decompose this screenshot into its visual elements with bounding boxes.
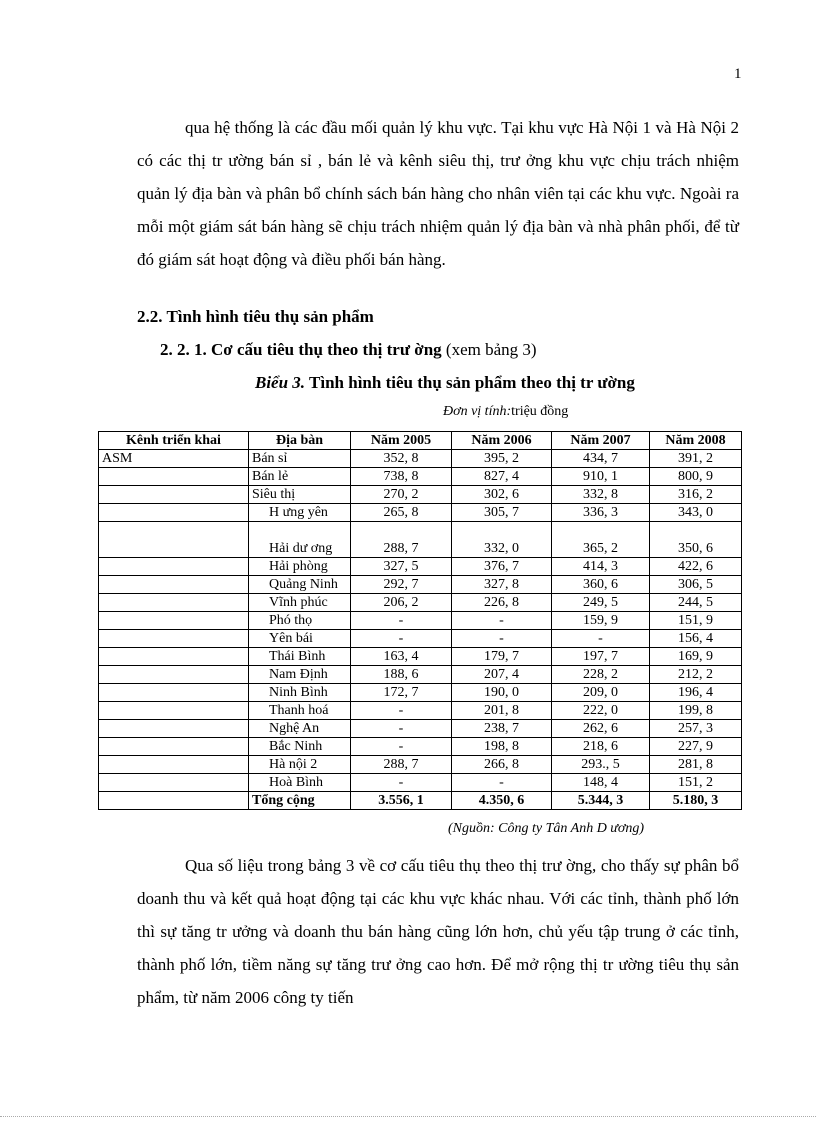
cell-area: Vĩnh phúc <box>249 594 351 612</box>
cell-2006: 827, 4 <box>452 468 552 486</box>
cell-2005: 206, 2 <box>351 594 452 612</box>
cell-channel: ASM <box>99 450 249 468</box>
cell-channel <box>99 720 249 738</box>
page-divider <box>0 1116 816 1117</box>
cell-channel <box>99 774 249 792</box>
cell-channel <box>99 504 249 522</box>
cell-channel <box>99 684 249 702</box>
cell-2008: 244, 5 <box>650 594 742 612</box>
cell-2008: 391, 2 <box>650 450 742 468</box>
cell-2008: 257, 3 <box>650 720 742 738</box>
section-heading-2-2: 2.2. Tình hình tiêu thụ sản phẩm <box>137 307 374 326</box>
cell-2007: 197, 7 <box>552 648 650 666</box>
cell-2006: 201, 8 <box>452 702 552 720</box>
cell-2008: 196, 4 <box>650 684 742 702</box>
cell-2006: 4.350, 6 <box>452 792 552 810</box>
table-row <box>99 630 742 648</box>
cell-2005: 292, 7 <box>351 576 452 594</box>
cell-2005: 327, 5 <box>351 558 452 576</box>
cell-area: Nghệ An <box>249 720 351 738</box>
paragraph-analysis: Qua số liệu trong bảng 3 về cơ cấu tiêu thụ theo thị trư ờng, cho thấy sự phân bổ doanh thu và kết quả hoạt động tại các khu vực khác nhau. Với các tỉnh, thành phố lớn thì sự tăng tr ưởng và doanh thu bán hàng cũng lớn hơn, chủ yếu tập trung ở các tỉnh, thành phố lớn, tiềm năng sự tăng trư ởng cao hơn. Để mở rộng thị tr ường tiêu thụ sản phẩm, từ năm 2006 công ty tiến <box>137 856 739 1007</box>
cell-2006: 266, 8 <box>452 756 552 774</box>
cell-channel <box>99 756 249 774</box>
cell-channel <box>99 648 249 666</box>
cell-channel <box>99 666 249 684</box>
cell-2006: - <box>452 612 552 630</box>
cell-2008: 281, 8 <box>650 756 742 774</box>
section-heading-2-2-1 <box>160 340 537 360</box>
cell-2007: 414, 3 <box>552 558 650 576</box>
cell-2007: 5.344, 3 <box>552 792 650 810</box>
cell-2006: - <box>452 630 552 648</box>
cell-area: Hà nội 2 <box>249 756 351 774</box>
header-2008: Năm 2008 <box>650 432 742 450</box>
table-total-row <box>99 792 742 810</box>
table-row <box>99 504 742 522</box>
table-row <box>99 738 742 756</box>
page-number: 1 <box>734 66 742 82</box>
cell-2005: 163, 4 <box>351 648 452 666</box>
cell-area: Thái Bình <box>249 648 351 666</box>
cell-area: Bắc Ninh <box>249 738 351 756</box>
cell-2007: 365, 2 <box>552 522 650 558</box>
cell-2008: 350, 6 <box>650 522 742 558</box>
section-heading-2-2-1-title: 2. 2. 1. Cơ cấu tiêu thụ theo thị trư ờng <box>160 340 442 359</box>
cell-area: Ninh Bình <box>249 684 351 702</box>
table-row <box>99 558 742 576</box>
table-row <box>99 594 742 612</box>
cell-area: Bán lẻ <box>249 468 351 486</box>
cell-area: Bán sỉ <box>249 450 351 468</box>
unit-value: triệu đồng <box>511 404 569 419</box>
table-row <box>99 774 742 792</box>
cell-2006: 179, 7 <box>452 648 552 666</box>
table-caption <box>255 373 635 393</box>
cell-2005: 288, 7 <box>351 522 452 558</box>
cell-2007: 222, 0 <box>552 702 650 720</box>
cell-channel <box>99 738 249 756</box>
cell-channel <box>99 594 249 612</box>
cell-2008: 306, 5 <box>650 576 742 594</box>
cell-2005: - <box>351 720 452 738</box>
cell-2008: 199, 8 <box>650 702 742 720</box>
cell-2008: 800, 9 <box>650 468 742 486</box>
cell-2008: 212, 2 <box>650 666 742 684</box>
table-body <box>99 450 742 810</box>
table-caption-label: Biểu 3. <box>255 373 306 392</box>
table-row <box>99 486 742 504</box>
cell-2008: 227, 9 <box>650 738 742 756</box>
cell-2005: 188, 6 <box>351 666 452 684</box>
cell-2005: - <box>351 738 452 756</box>
source-note: (Nguồn: Công ty Tân Anh D ương) <box>448 821 645 836</box>
cell-2008: 343, 0 <box>650 504 742 522</box>
table-row <box>99 720 742 738</box>
cell-2007: 332, 8 <box>552 486 650 504</box>
header-2006: Năm 2006 <box>452 432 552 450</box>
table-row <box>99 576 742 594</box>
cell-2005: 265, 8 <box>351 504 452 522</box>
cell-2008: 316, 2 <box>650 486 742 504</box>
cell-2006: 305, 7 <box>452 504 552 522</box>
cell-area: Phó thọ <box>249 612 351 630</box>
cell-2007: 218, 6 <box>552 738 650 756</box>
cell-area: Nam Định <box>249 666 351 684</box>
cell-2006: 207, 4 <box>452 666 552 684</box>
cell-2007: 228, 2 <box>552 666 650 684</box>
table-row <box>99 648 742 666</box>
cell-2006: 395, 2 <box>452 450 552 468</box>
sales-by-market-table <box>98 431 742 810</box>
table-row <box>99 468 742 486</box>
cell-area: Siêu thị <box>249 486 351 504</box>
cell-channel <box>99 486 249 504</box>
cell-channel <box>99 576 249 594</box>
cell-2006: 332, 0 <box>452 522 552 558</box>
cell-2006: 238, 7 <box>452 720 552 738</box>
cell-2007: 209, 0 <box>552 684 650 702</box>
cell-2007: 148, 4 <box>552 774 650 792</box>
cell-channel <box>99 702 249 720</box>
cell-2008: 422, 6 <box>650 558 742 576</box>
cell-2005: - <box>351 630 452 648</box>
cell-channel <box>99 468 249 486</box>
table-row <box>99 522 742 558</box>
table-header-row <box>99 432 742 450</box>
cell-area: Hải phòng <box>249 558 351 576</box>
cell-2008: 151, 9 <box>650 612 742 630</box>
cell-2007: 159, 9 <box>552 612 650 630</box>
header-area: Địa bàn <box>249 432 351 450</box>
cell-channel <box>99 522 249 558</box>
cell-2006: 190, 0 <box>452 684 552 702</box>
cell-2005: 288, 7 <box>351 756 452 774</box>
cell-2005: 352, 8 <box>351 450 452 468</box>
cell-2007: 910, 1 <box>552 468 650 486</box>
cell-area: Hải dư ơng <box>249 522 351 558</box>
cell-channel <box>99 630 249 648</box>
cell-2005: 270, 2 <box>351 486 452 504</box>
cell-2006: 376, 7 <box>452 558 552 576</box>
cell-2007: 336, 3 <box>552 504 650 522</box>
cell-2007: 262, 6 <box>552 720 650 738</box>
cell-channel <box>99 612 249 630</box>
cell-2008: 5.180, 3 <box>650 792 742 810</box>
paragraph-intro: qua hệ thống là các đầu mối quản lý khu vực. Tại khu vực Hà Nội 1 và Hà Nội 2 có các thị tr ường bán sỉ , bán lẻ và kênh siêu thị, trư ởng khu vực chịu trách nhiệm quản lý địa bàn và phân bổ chính sách bán hàng cho nhân viên tại các khu vực. Ngoài ra mỗi một giám sát bán hàng sẽ chịu trách nhiệm quản lý địa bàn và nhà phân phối, để từ đó giám sát hoạt động và điều phối bán hàng. <box>137 118 739 269</box>
cell-area: H ưng yên <box>249 504 351 522</box>
table-row <box>99 666 742 684</box>
cell-2008: 156, 4 <box>650 630 742 648</box>
header-channel: Kênh triển khai <box>99 432 249 450</box>
table-row <box>99 702 742 720</box>
table-caption-text: Tình hình tiêu thụ sản phẩm theo thị tr ường <box>309 373 635 392</box>
cell-2006: 226, 8 <box>452 594 552 612</box>
unit-label: Đơn vị tính: <box>443 404 512 419</box>
table-row <box>99 684 742 702</box>
cell-2006: - <box>452 774 552 792</box>
cell-2007: 434, 7 <box>552 450 650 468</box>
cell-channel <box>99 792 249 810</box>
cell-2005: - <box>351 774 452 792</box>
cell-area: Thanh hoá <box>249 702 351 720</box>
header-2007: Năm 2007 <box>552 432 650 450</box>
section-heading-2-2-1-note: (xem bảng 3) <box>445 340 537 359</box>
cell-area: Tổng cộng <box>249 792 351 810</box>
cell-2006: 327, 8 <box>452 576 552 594</box>
cell-2008: 151, 2 <box>650 774 742 792</box>
cell-2008: 169, 9 <box>650 648 742 666</box>
table-row <box>99 612 742 630</box>
cell-2007: - <box>552 630 650 648</box>
cell-channel <box>99 558 249 576</box>
cell-2006: 302, 6 <box>452 486 552 504</box>
cell-2007: 360, 6 <box>552 576 650 594</box>
cell-area: Hoà Bình <box>249 774 351 792</box>
cell-2007: 249, 5 <box>552 594 650 612</box>
cell-area: Yên bái <box>249 630 351 648</box>
unit-note <box>443 404 568 420</box>
table-row <box>99 756 742 774</box>
cell-2005: 738, 8 <box>351 468 452 486</box>
cell-2005: 172, 7 <box>351 684 452 702</box>
cell-2005: 3.556, 1 <box>351 792 452 810</box>
cell-2007: 293., 5 <box>552 756 650 774</box>
cell-2005: - <box>351 702 452 720</box>
cell-2005: - <box>351 612 452 630</box>
cell-area: Quảng Ninh <box>249 576 351 594</box>
table-row <box>99 450 742 468</box>
header-2005: Năm 2005 <box>351 432 452 450</box>
cell-2006: 198, 8 <box>452 738 552 756</box>
